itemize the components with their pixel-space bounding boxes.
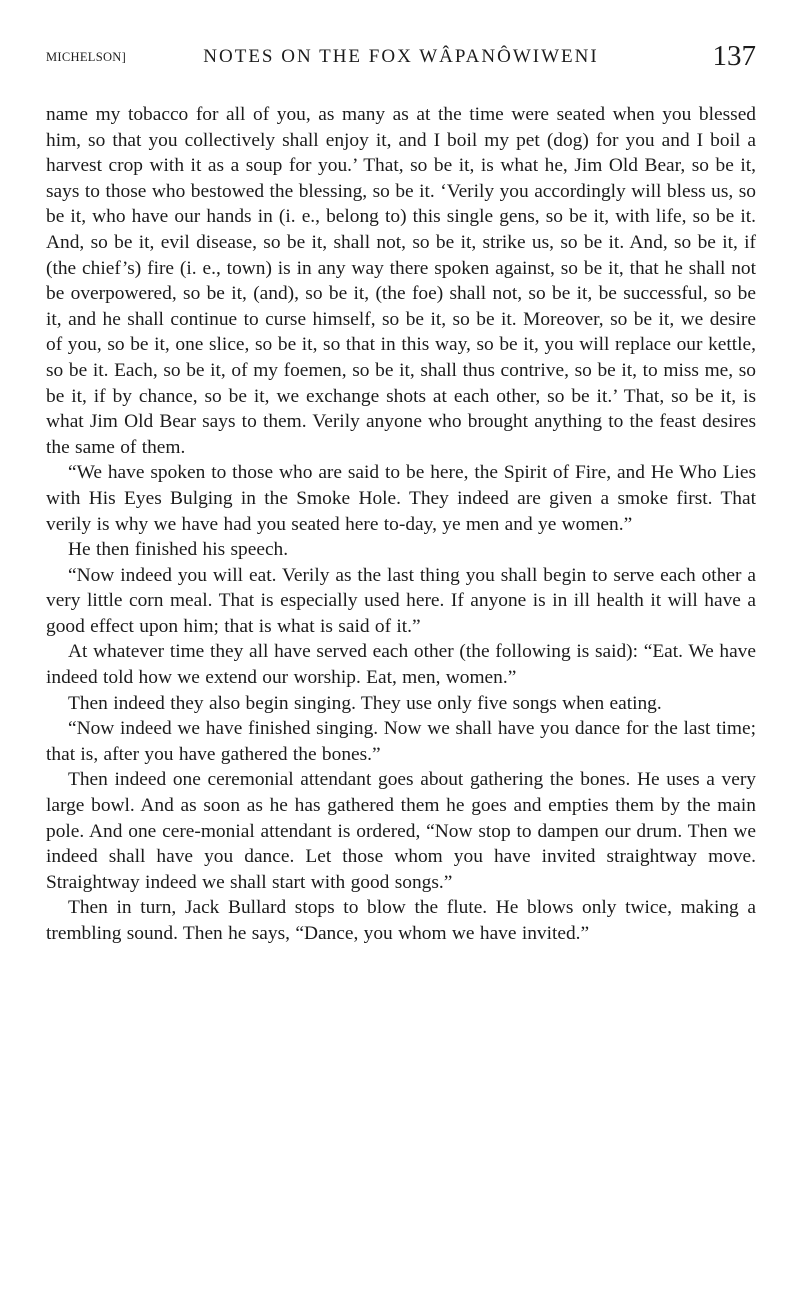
paragraph-4: “Now indeed you will eat. Verily as the last thing you shall begin to serve each other a very little corn meal. That is especially used here. If anyone is in ill health it will have a good effect upon him; that is what is said of it.” [46,564,756,637]
paragraph-1: name my tobacco for all of you, as many as at the time were seated when you blessed him, so that you collectively shall enjoy it, and I boil my pet (dog) for you and I boil a harvest crop with it as a soup for you.’ That, so be it, is what he, Jim Old Bear, so be it, says to those who bestowed the blessing, so be it. ‘Verily you accordingly will bless us, so be it, who have our hands in (i. e., belong to) this single gens, so be it, with life, so be it. And, so be it, evil disease, so be it, shall not, so be it, strike us, so be it. And, so be it, if (the chief’s) fire (i. e., town) is in any way there spoken against, so be it, that he shall not be overpowered, so be it, (and), so be it, (the foe) shall not, so be it, be successful, so be it, and he shall continue to curse himself, so be it, so be it. Moreover, so be it, we desire of you, so be it, one slice, so be it, so that in this way, so be it, you will replace our kettle, so be it. Each, so be it, of my foemen, so be it, shall thus contrive, so be it, to miss me, so be it, if by chance, so be it, we exchange shots at each other, so be it.’ That, so be it, is what Jim Old Bear says to them. Verily anyone who brought anything to the feast desires the same of them. [46,104,756,458]
author-tag: MICHELSON] [46,50,127,64]
paragraph-3: He then finished his speech. [68,539,289,561]
paragraph-6: Then indeed they also begin singing. They use only five songs when eating. [68,692,662,714]
page-number: 137 [712,40,756,72]
paragraph-8: Then indeed one ceremonial attendant goes about gathering the bones. He uses a very large bowl. And as soon as he has gathered them he goes and empties them by the main pole. And one cere-monial attendant is ordered, “Now stop to dampen our drum. Then we indeed shall have you dance. Let those whom you have invited straightway move. Straightway indeed we shall start with good songs.” [46,769,756,893]
paragraph-5: At whatever time they all have served each other (the following is said): “Eat. We have indeed told how we extend our worship. Eat, men, women.” [46,641,756,689]
paragraph-9: Then in turn, Jack Bullard stops to blow the flute. He blows only twice, making a trembling sound. Then he says, “Dance, you whom we have invited.” [46,897,756,944]
book-page [46,40,756,947]
body-text [46,102,756,947]
paragraph-7: “Now indeed we have finished singing. Now we shall have you dance for the last time; that is, after you have gathered the bones.” [46,718,756,765]
paragraph-2: “We have spoken to those who are said to be here, the Spirit of Fire, and He Who Lies with His Eyes Bulging in the Smoke Hole. They indeed are given a smoke first. That verily is why we have had you seated here to-day, ye men and ye women.” [46,462,756,535]
running-title: NOTES ON THE FOX WÂPANÔWIWENI [203,46,599,67]
running-head [46,40,756,80]
